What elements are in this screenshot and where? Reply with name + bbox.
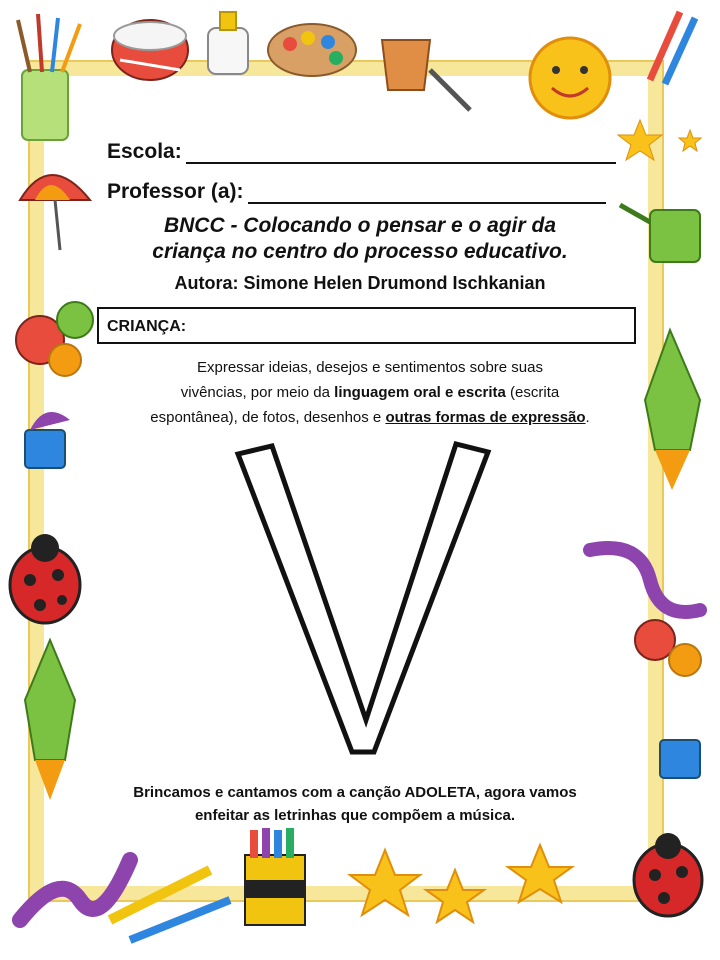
crianca-label: CRIANÇA: (107, 318, 187, 335)
professor-label: Professor (a): (107, 180, 244, 203)
objective-line-1: Expressar ideias, desejos e sentimentos sobre suas (196, 359, 543, 376)
objective-line-3-a: espontânea), de fotos, desenhos e (150, 409, 386, 426)
objective-line-2-c: (escrita (505, 384, 560, 401)
escola-label: Escola: (107, 140, 182, 163)
subtitle-line-2: criança no centro do processo educativo. (152, 240, 568, 263)
author-line: Autora: Simone Helen Drumond Ischkanian (174, 273, 546, 293)
objective-highlight-oral-escrita: linguagem oral e escrita (334, 384, 506, 401)
objective-line-2-a: vivências, por meio da (180, 384, 335, 401)
activity-instructions (95, 781, 615, 827)
footer-line-2: enfeitar as letrinhas que compõem a música. (194, 807, 516, 824)
subtitle-line-1: BNCC - Colocando o pensar e o agir da (163, 214, 557, 237)
footer-line-1: Brincamos e cantamos com a canção ADOLETA, agora vamos (133, 784, 577, 801)
objective-highlight-formas-expressao: outras formas de expressão (385, 409, 586, 426)
objective-line-3-c: . (585, 409, 590, 426)
